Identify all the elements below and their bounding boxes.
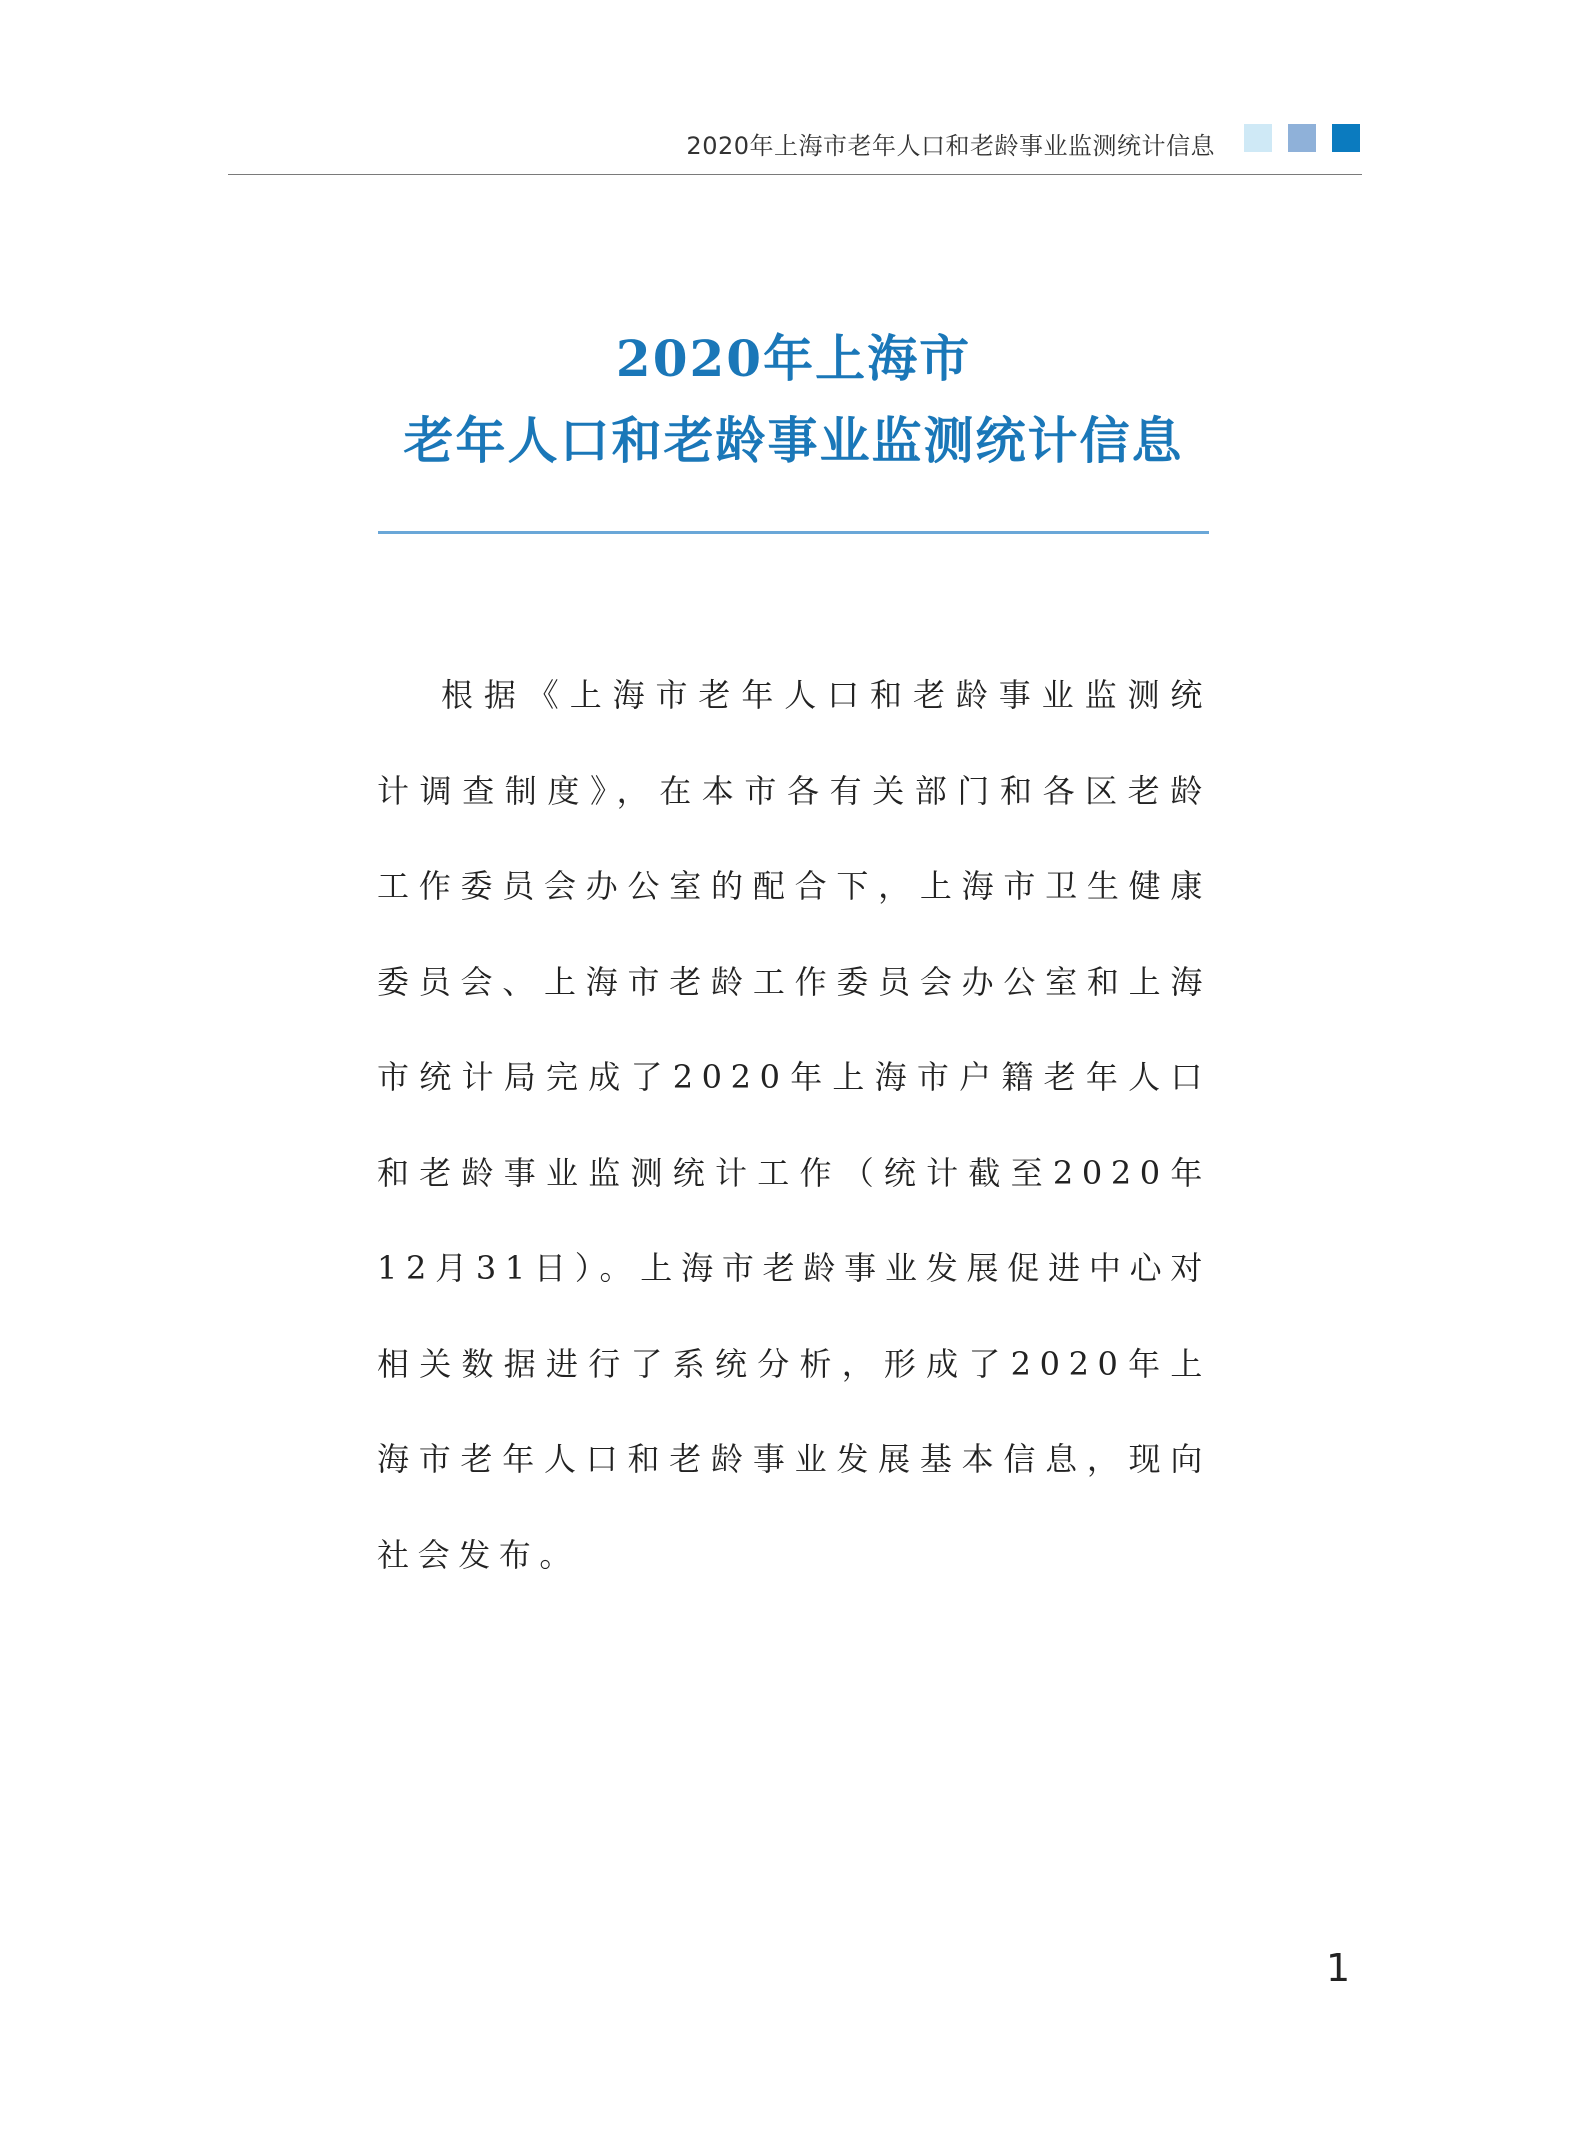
document-title-line-1: 2020年上海市 [615, 329, 972, 388]
dark-blue-square [1332, 124, 1360, 152]
medium-blue-square [1288, 124, 1316, 152]
light-blue-square [1244, 124, 1272, 152]
title-divider [378, 531, 1209, 534]
header-divider [228, 174, 1362, 175]
running-header-title: 2020年上海市老年人口和老龄事业监测统计信息 [686, 132, 1215, 160]
header-decoration-squares [1244, 124, 1360, 152]
page-number: 1 [1326, 1946, 1351, 1990]
document-title [0, 318, 1587, 482]
body-paragraph: 根据《上海市老年人口和老龄事业监测统计调查制度》，在本市各有关部门和各区老龄工作委员会办公室的配合下，上海市卫生健康委员会、上海市老龄工作委员会办公室和上海市统计局完成了2020年上海市户籍老年人口和老龄事业监测统计工作（统计截至2020年12月31日）。上海市老龄事业发展促进中心对相关数据进行了系统分析，形成了2020年上海市老年人口和老龄事业发展基本信息，现向社会发布。 [377, 676, 1211, 1574]
document-title-line-2: 老年人口和老龄事业监测统计信息 [403, 411, 1184, 470]
